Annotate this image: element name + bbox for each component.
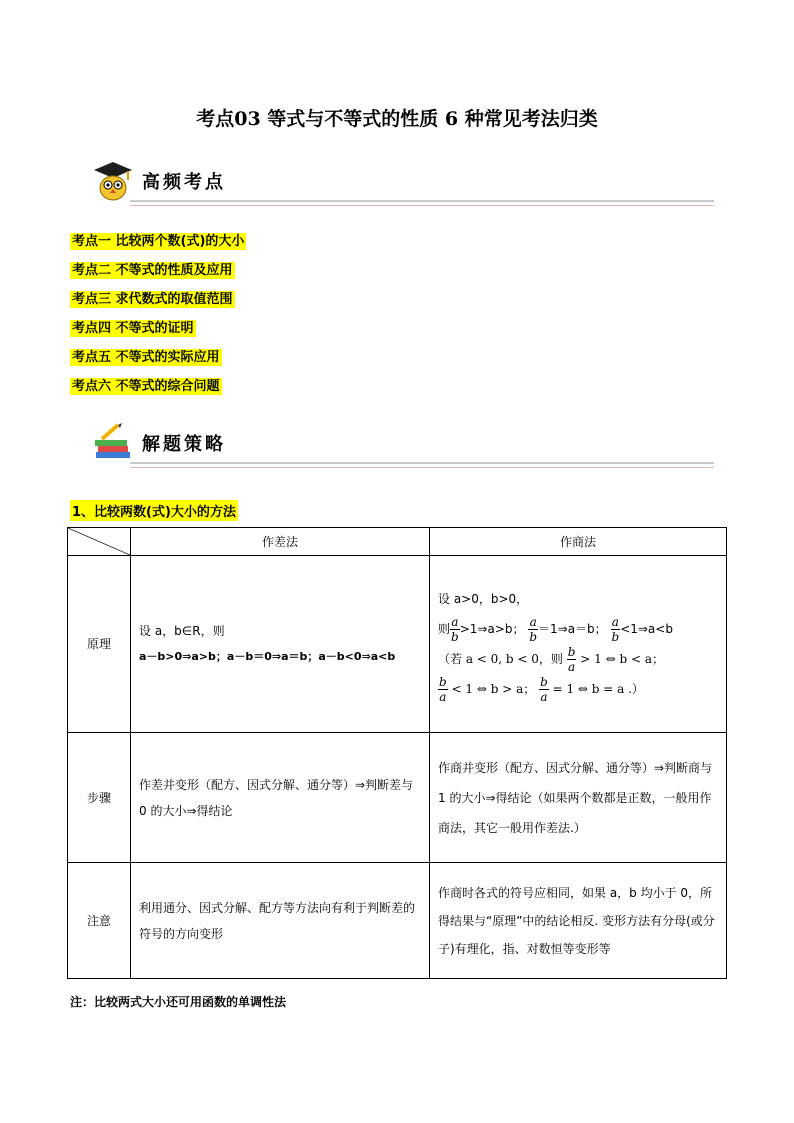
- banner-label: 高频考点: [142, 172, 226, 193]
- column-header: 作商法: [430, 528, 727, 556]
- cell-line: （若 a < 0, b < 0，则 $\frac{b}{a}$ > 1 ⇔ b < a；: [438, 645, 664, 674]
- row-header: 注意: [68, 863, 131, 979]
- list-item: 考点二 不等式的性质及应用: [72, 263, 233, 278]
- cell-line: a－b>0⇒a>b；a－b＝0⇒a＝b；a－b<0⇒a<b: [139, 650, 396, 663]
- list-item: 考点五 不等式的实际应用: [72, 350, 220, 365]
- table-cell: 作差并变形（配方、因式分解、通分等）⇒判断差与 0 的大小⇒得结论: [131, 733, 430, 863]
- topic-list: [70, 230, 246, 404]
- footnote: 注：比较两式大小还可用函数的单调性法: [70, 995, 287, 1009]
- section-heading: 1、比较两数(式)大小的方法: [70, 500, 238, 521]
- books-pencil-icon: [92, 422, 134, 464]
- table-corner-cell: [68, 528, 131, 556]
- table-cell: 作商时各式的符号应相同，如果 a，b 均小于 0，所得结果与“原理”中的结论相反. 变形方法有分母(或分子)有理化，指、对数恒等变形等: [430, 863, 727, 979]
- cell-line: 则 $\frac{a}{b}$ >1⇒a>b； $\frac{a}{b}$ ＝1⇒a＝b； $\frac{a}{b}$ <1⇒a<b: [438, 615, 673, 644]
- list-item: 考点四 不等式的证明: [72, 321, 194, 336]
- row-header: 原理: [68, 556, 131, 733]
- comparison-table: [67, 527, 727, 979]
- column-header: 作差法: [131, 528, 430, 556]
- table-cell: [430, 556, 727, 733]
- table-header-row: [68, 528, 727, 556]
- banner-strategy: [92, 420, 714, 470]
- cell-line: 设 a，b∈R，则: [139, 624, 225, 638]
- table-row: [68, 556, 727, 733]
- table-row: [68, 733, 727, 863]
- table-cell: [131, 556, 430, 733]
- banner-high-frequency: [92, 158, 714, 208]
- list-item: 考点一 比较两个数(式)的大小: [72, 234, 245, 249]
- banner-label: 解题策略: [142, 434, 226, 455]
- list-item: 考点三 求代数式的取值范围: [72, 292, 233, 307]
- table-cell: 作商并变形（配方、因式分解、通分等）⇒判断商与 1 的大小⇒得结论（如果两个数都是正数，一般用作商法，其它一般用作差法.）: [430, 733, 727, 863]
- table-row: [68, 863, 727, 979]
- table-cell: 利用通分、因式分解、配方等方法向有利于判断差的符号的方向变形: [131, 863, 430, 979]
- list-item: 考点六 不等式的综合问题: [72, 379, 220, 394]
- page-title: 考点03 等式与不等式的性质 6 种常见考法归类: [196, 108, 598, 130]
- doctor-owl-icon: [92, 160, 134, 202]
- cell-line: 设 a>0，b>0，: [438, 592, 529, 606]
- row-header: 步骤: [68, 733, 131, 863]
- cell-line: $\frac{b}{a}$ < 1 ⇔ b > a； $\frac{b}{a}$ = 1 ⇔ b = a .）: [439, 675, 644, 704]
